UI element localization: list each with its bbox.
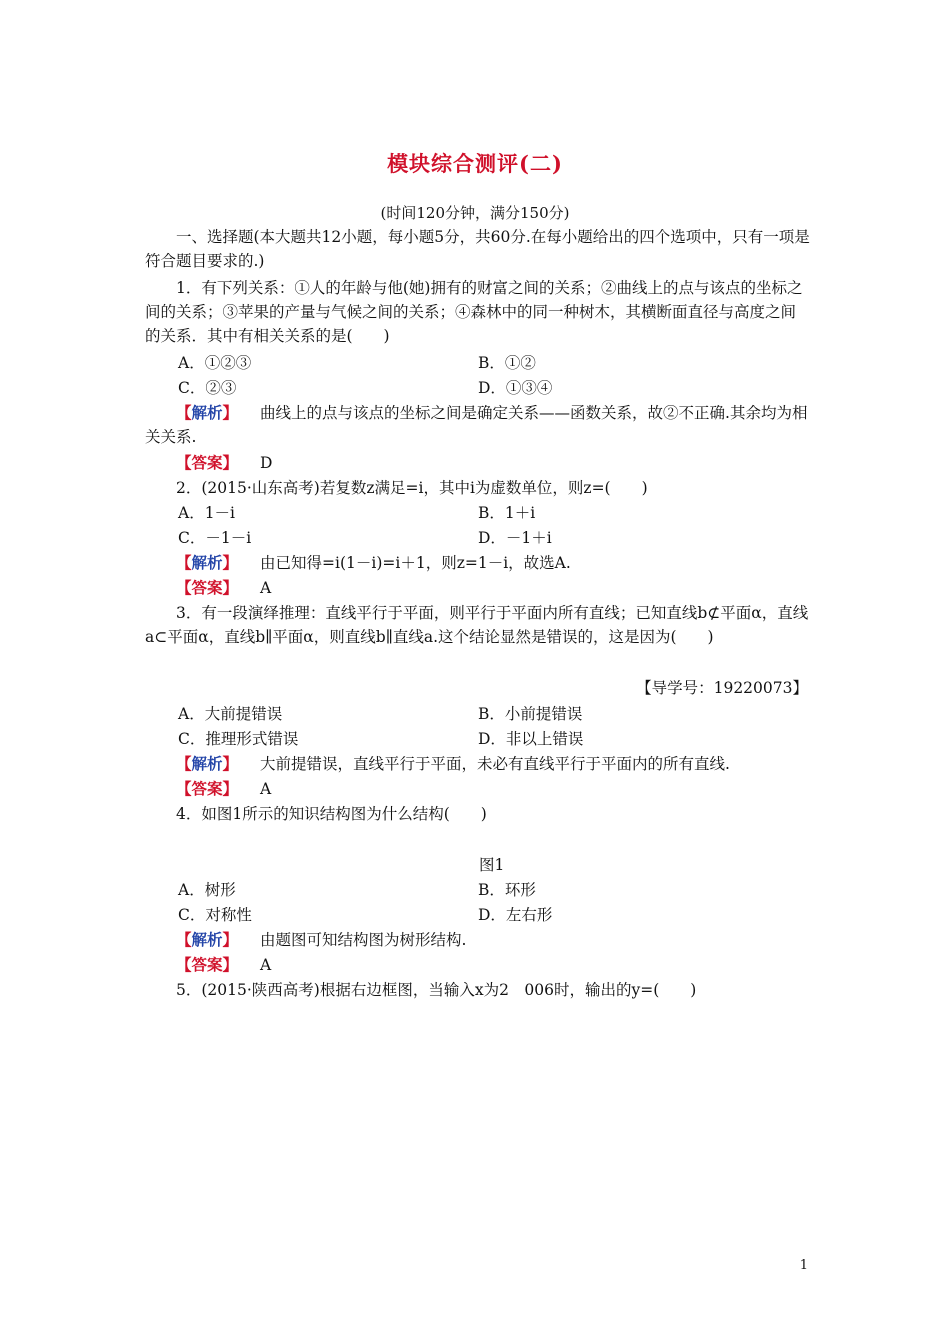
q3-option-c: C．推理形式错误 [178, 730, 299, 748]
q1-analysis [145, 401, 810, 449]
q2-option-b: B．1＋i [478, 504, 536, 522]
q1-option-b: B．①② [478, 354, 536, 372]
analysis-tag: 【解析】 [176, 754, 239, 773]
q1-stem: 1．有下列关系：①人的年龄与他(她)拥有的财富之间的关系；②曲线上的点与该点的坐标之间的关系；③苹果的产量与气候之间的关系；④森林中的同一种树木，其横断面直径与高度之间的关系．其中有相关关系的是( ) [145, 279, 803, 345]
analysis-tag: 【解析】 [176, 553, 239, 572]
q2-option-c: C．－1－i [178, 529, 252, 547]
q1-answer-value: D [260, 454, 273, 472]
answer-tag: 【答案】 [176, 779, 239, 798]
q4-option-a: A．树形 [178, 881, 236, 899]
q3-analysis [145, 752, 810, 776]
section-intro: 一、选择题(本大题共12小题，每小题5分，共60分.在每小题给出的四个选项中，只有一项是符合题目要求的.) [145, 228, 810, 270]
q1-option-d: D．①③④ [478, 379, 553, 397]
analysis-tag: 【解析】 [176, 930, 239, 949]
q4-answer [145, 953, 810, 977]
q5-stem: 5．(2015·陕西高考)根据右边框图，当输入x为2 006时，输出的y=( ) [176, 981, 697, 999]
page-title: 模块综合测评(二) [387, 151, 563, 176]
q4-option-d: D．左右形 [478, 906, 553, 924]
q1-option-c: C．②③ [178, 379, 237, 397]
q2-stem: 2．(2015·山东高考)若复数z满足=i，其中i为虚数单位，则z=( ) [176, 479, 648, 497]
q2-answer [145, 576, 810, 600]
q4-option-c: C．对称性 [178, 906, 252, 924]
q2-analysis [145, 551, 810, 575]
q2-option-a: A．1－i [178, 504, 236, 522]
answer-tag: 【答案】 [176, 578, 239, 597]
exam-time-info: (时间120分钟，满分150分) [380, 204, 570, 222]
guide-number: 【导学号：19220073】 [636, 679, 808, 697]
q3-answer-value: A [260, 780, 272, 798]
q4-analysis-text: 由题图可知结构图为树形结构. [260, 931, 467, 949]
q4-option-b: B．环形 [478, 881, 536, 899]
q3-option-a: A．大前提错误 [178, 705, 283, 723]
q1-option-a: A．①②③ [178, 354, 252, 372]
q3-answer [145, 777, 810, 801]
q4-answer-value: A [260, 956, 272, 974]
q2-answer-value: A [260, 579, 272, 597]
q4-stem: 4．如图1所示的知识结构图为什么结构( ) [176, 805, 487, 823]
q1-answer [145, 451, 810, 475]
analysis-tag: 【解析】 [176, 403, 239, 422]
q3-stem: 3．有一段演绎推理：直线平行于平面，则平行于平面内所有直线；已知直线b⊄平面α，直线a⊂平面α，直线b∥平面α，则直线b∥直线a.这个结论显然是错误的，这是因为( ) [145, 604, 809, 646]
answer-tag: 【答案】 [176, 955, 239, 974]
q2-analysis-text: 由已知得=i(1－i)=i＋1，则z=1－i，故选A. [260, 554, 571, 572]
answer-tag: 【答案】 [176, 453, 239, 472]
q3-analysis-text: 大前提错误，直线平行于平面，未必有直线平行于平面内的所有直线. [260, 755, 730, 773]
q3-option-b: B．小前提错误 [478, 705, 583, 723]
page-number: 1 [799, 1258, 808, 1273]
q4-analysis [145, 928, 810, 952]
q3-option-d: D．非以上错误 [478, 730, 584, 748]
q2-option-d: D．－1＋i [478, 529, 552, 547]
figure-caption: 图1 [479, 856, 505, 874]
q1-analysis-text: 曲线上的点与该点的坐标之间是确定关系——函数关系，故②不正确.其余均为相关关系. [145, 404, 808, 446]
